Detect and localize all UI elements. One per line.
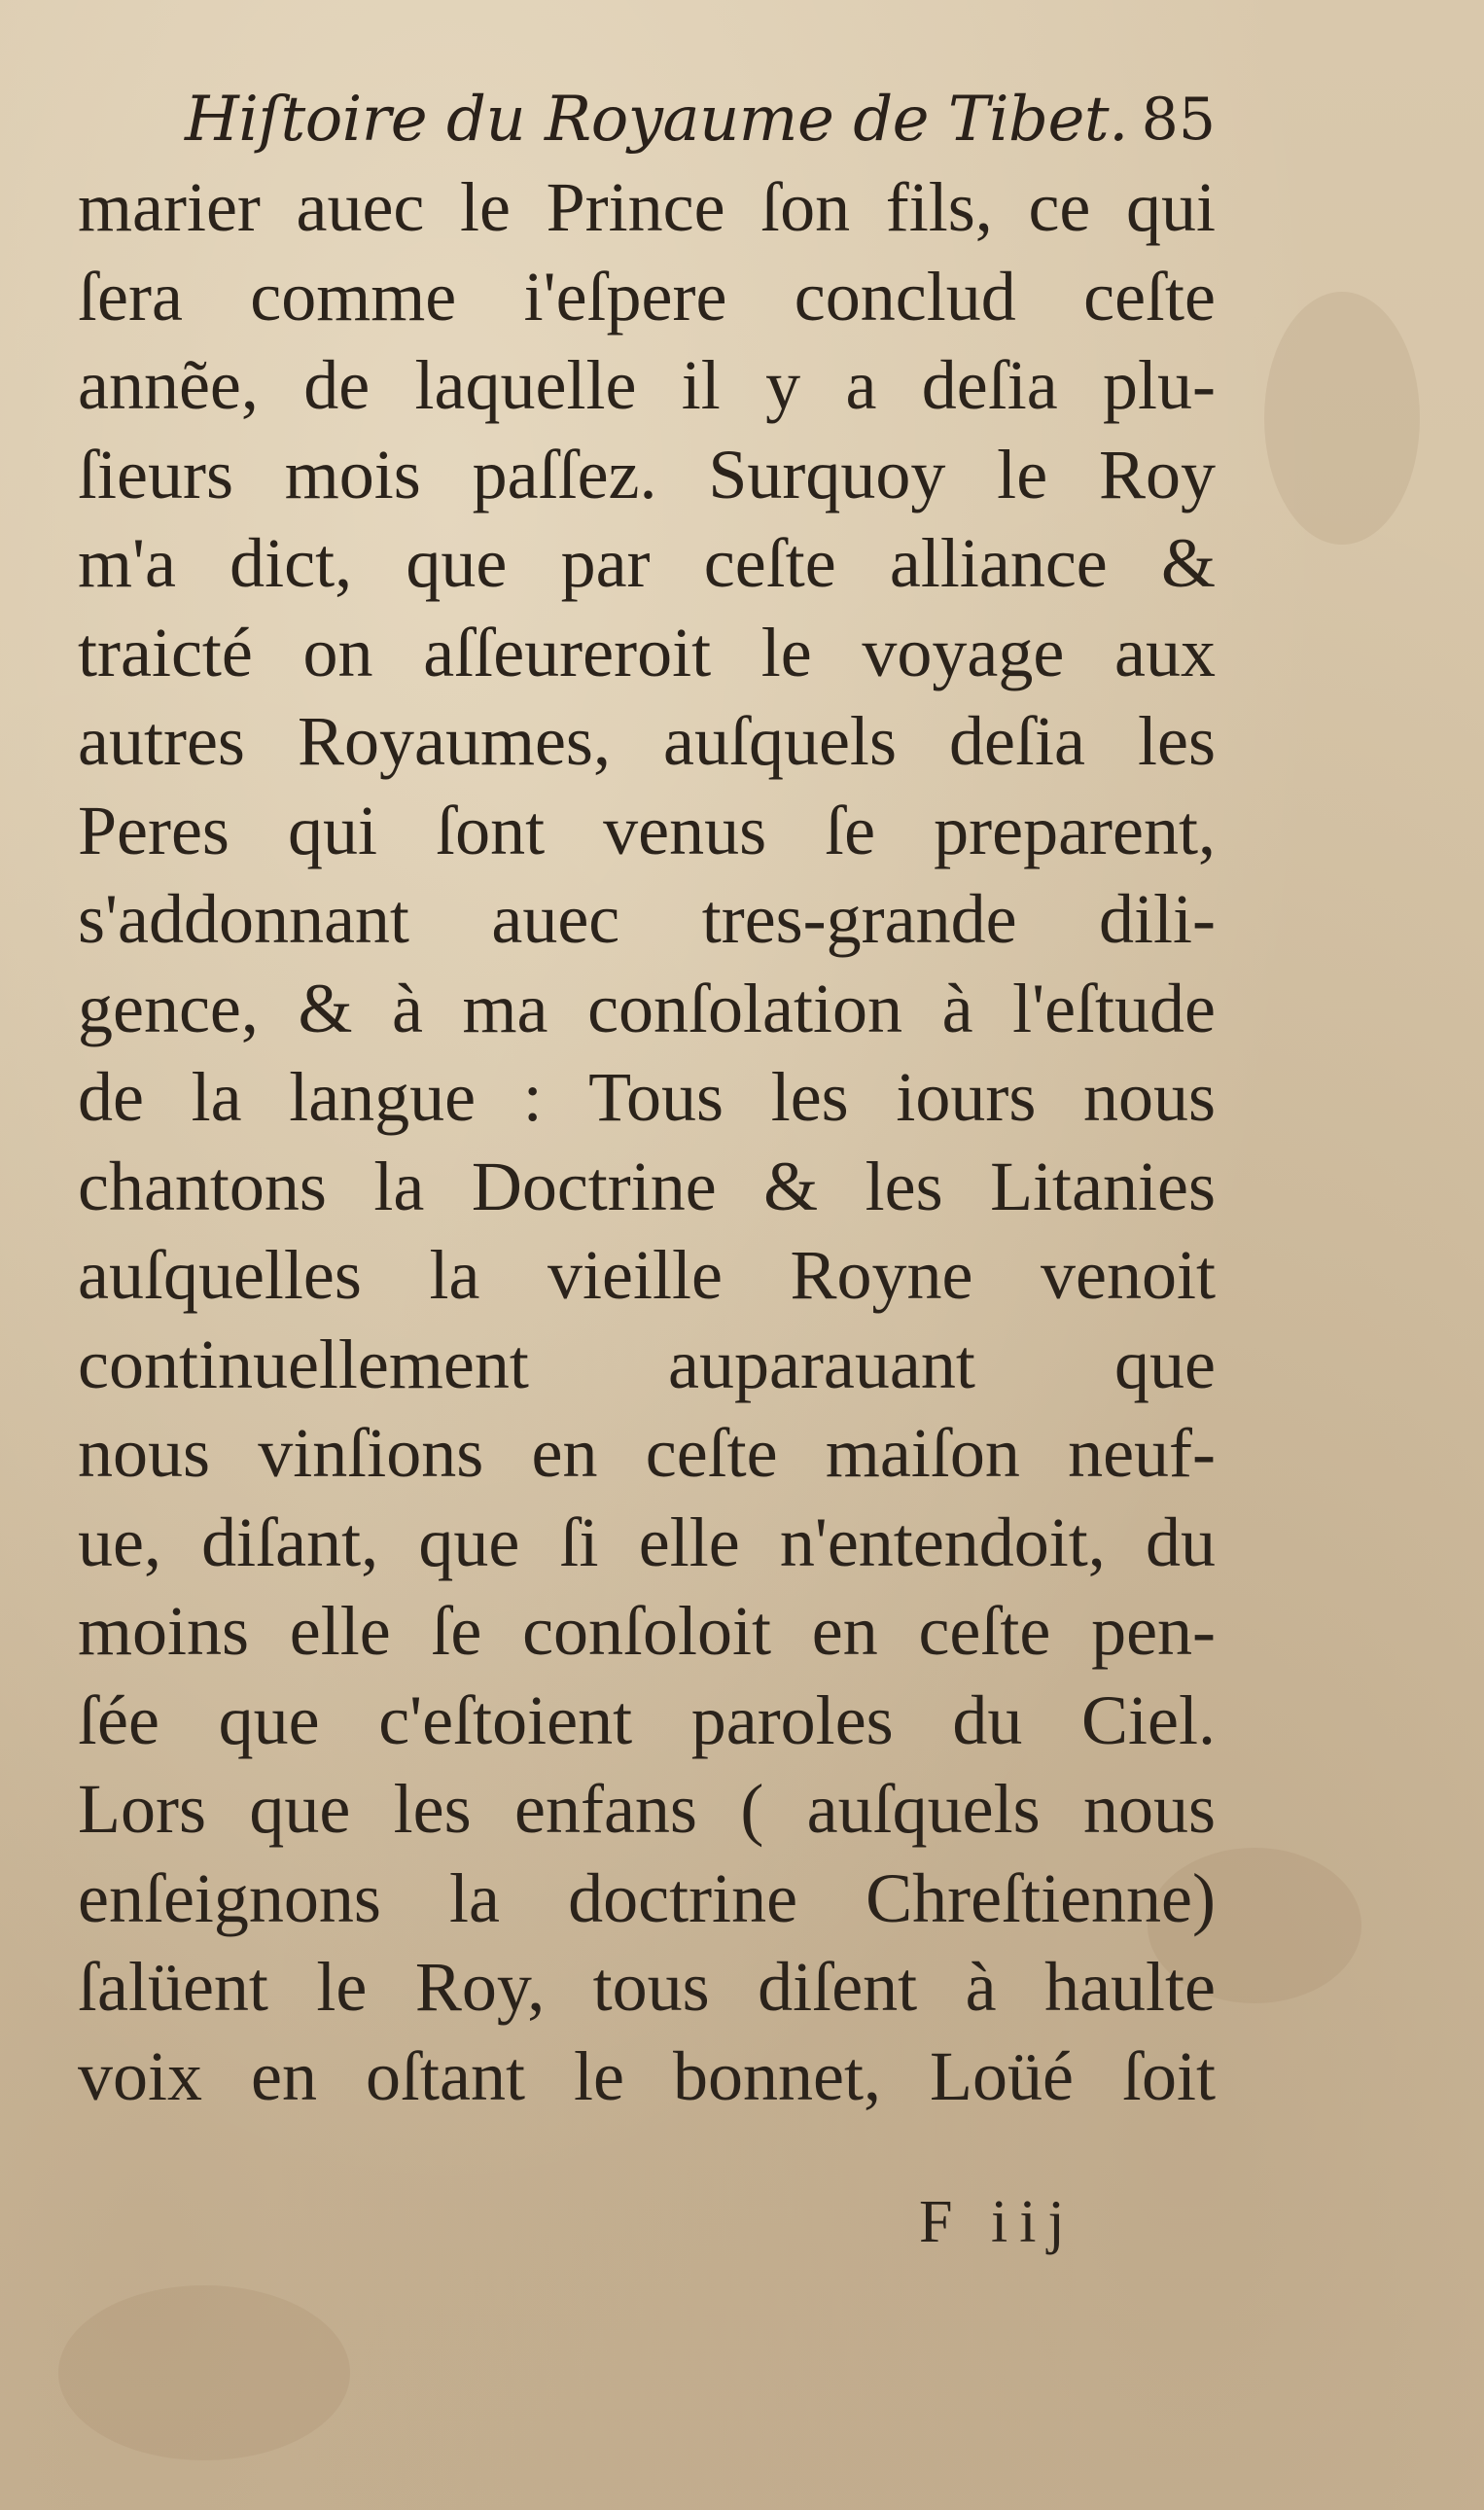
running-head-title: Hiſtoire du Royaume de Tibet. <box>185 84 1128 156</box>
body-text <box>78 163 1216 2121</box>
text-line: enſeignons la doctrine Chreſtienne) <box>78 1858 1216 1937</box>
text-line: ſalüent le Roy, tous diſent à haulte <box>78 1948 1216 2026</box>
page-number: 85 <box>1141 86 1216 154</box>
text-line: s'addonnant auec tres-grande dili- <box>78 880 1216 958</box>
text-line: voix en oſtant le bonnet, Loüé ſoit <box>78 2036 1216 2115</box>
signature-mark: F iij <box>919 2189 1077 2255</box>
text-line: annẽe, de laquelle il y a deſia plu- <box>78 346 1216 424</box>
text-line: m'a dict, que par ceſte alliance & <box>78 524 1216 602</box>
text-line: ſée que c'eſtoient paroles du Ciel. <box>78 1680 1216 1759</box>
text-line: moins elle ſe conſoloit en ceſte pen- <box>78 1592 1216 1670</box>
running-head <box>185 76 1216 163</box>
text-line: ue, diſant, que ſi elle n'entendoit, du <box>78 1502 1216 1581</box>
paper-stain <box>58 2285 350 2460</box>
text-line: nous vinſions en ceſte maiſon neuf- <box>78 1414 1216 1492</box>
text-line: gence, & à ma conſolation à l'eſtude <box>78 969 1216 1047</box>
text-line: autres Royaumes, auſquels deſia les <box>78 702 1216 780</box>
text-line: marier auec le Prince ſon fils, ce qui <box>78 168 1216 246</box>
text-line: ſieurs mois paſſez. Surquoy le Roy <box>78 435 1216 513</box>
text-line: de la langue : Tous les iours nous <box>78 1058 1216 1136</box>
text-line: ſera comme i'eſpere conclud ceſte <box>78 257 1216 336</box>
text-line: Lors que les enfans ( auſquels nous <box>78 1770 1216 1848</box>
text-line: Peres qui ſont venus ſe preparent, <box>78 791 1216 869</box>
paper-stain <box>1264 292 1420 545</box>
text-line: chantons la Doctrine & les Litanies <box>78 1147 1216 1225</box>
text-line: traicté on aſſeureroit le voyage aux <box>78 613 1216 691</box>
text-line: continuellement auparauant que <box>78 1325 1216 1403</box>
text-line: auſquelles la vieille Royne venoit <box>78 1236 1216 1314</box>
